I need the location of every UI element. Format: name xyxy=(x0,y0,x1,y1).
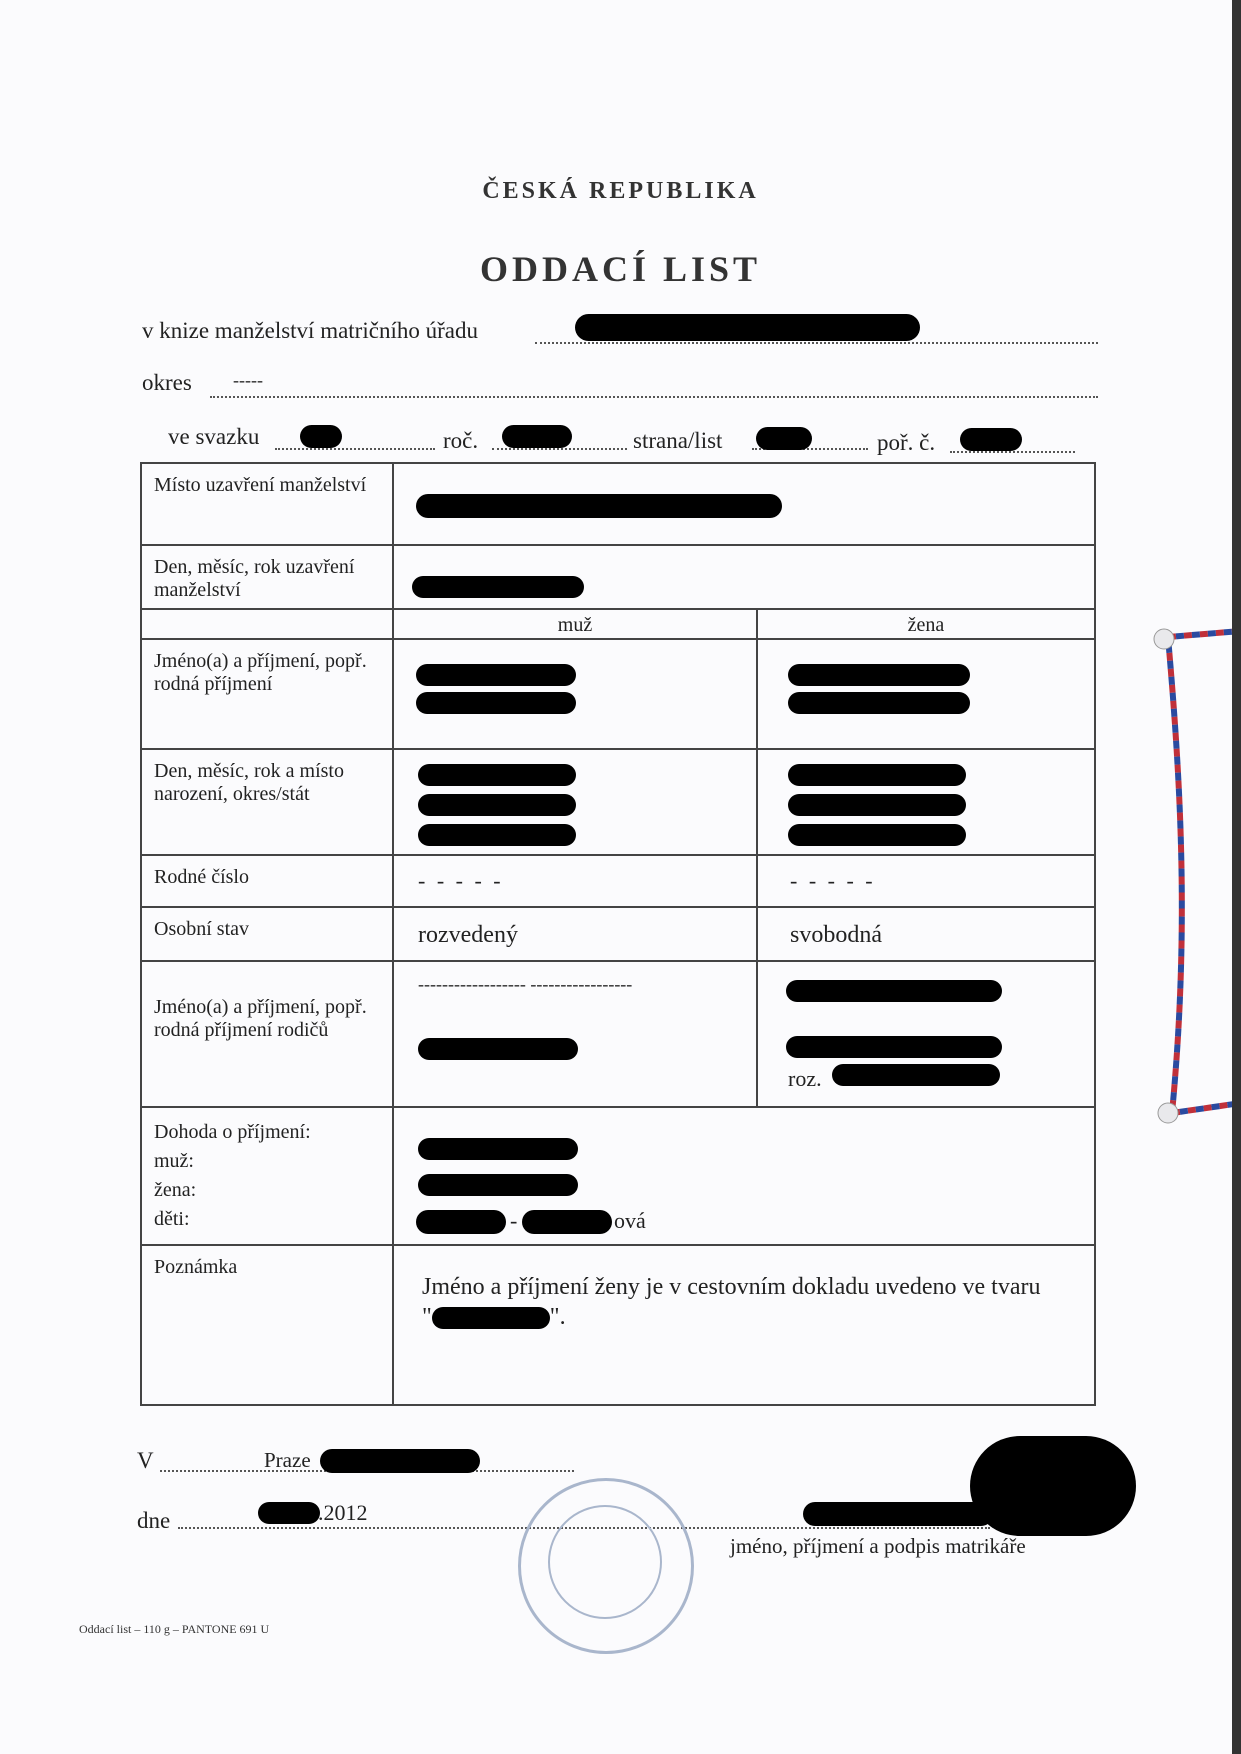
redaction-surname-man xyxy=(418,1138,578,1160)
redaction-woman-maiden xyxy=(832,1064,1000,1086)
redaction-place xyxy=(416,494,782,518)
surname-man-label: muž: xyxy=(154,1150,194,1172)
redaction-woman-name-2 xyxy=(788,692,970,714)
redaction-woman-name-1 xyxy=(788,664,970,686)
marital-status-label: Osobní stav xyxy=(141,907,393,961)
note-value-cell xyxy=(393,1245,1095,1405)
redaction-woman-birth-3 xyxy=(788,824,966,846)
names-woman-cell xyxy=(757,639,1095,749)
page-edge xyxy=(1232,0,1241,1754)
parents-man-cell xyxy=(393,961,757,1107)
column-man-header: muž xyxy=(393,609,757,639)
year-dotted-line xyxy=(492,448,627,450)
redaction-surname-children-2 xyxy=(522,1210,612,1234)
surname-agreement-cell xyxy=(141,1107,393,1245)
place-value: Praze xyxy=(264,1448,311,1472)
volume-label: ve svazku xyxy=(168,424,260,449)
book-dotted-line xyxy=(535,342,1098,344)
place-prefix: V xyxy=(137,1448,154,1473)
form-note: Oddací list – 110 g – PANTONE 691 U xyxy=(79,1622,270,1636)
eyelet-top xyxy=(1154,629,1174,649)
redaction-woman-birth-1 xyxy=(788,764,966,786)
note-quote-close: ". xyxy=(549,1304,566,1330)
header-empty-cell xyxy=(141,609,393,639)
note-quote-open: " xyxy=(422,1304,432,1330)
redaction-woman-parent-2 xyxy=(786,1036,1002,1058)
date-value-cell xyxy=(393,545,1095,609)
redaction-date-footer xyxy=(258,1502,320,1524)
redaction-order xyxy=(960,428,1022,451)
note-text-block xyxy=(422,1272,1082,1332)
birth-label: Den, měsíc, rok a místo narození, okres/stát xyxy=(141,749,393,855)
marital-status-woman-cell xyxy=(757,907,1095,961)
surname-agreement-label: Dohoda o příjmení: xyxy=(154,1121,311,1143)
date-year: .2012 xyxy=(318,1500,368,1525)
birth-number-label: Rodné číslo xyxy=(141,855,393,907)
redaction-note-name xyxy=(432,1307,550,1329)
redaction-man-birth-1 xyxy=(418,764,576,786)
children-surname-dash: - xyxy=(510,1208,518,1233)
redaction-surname-woman xyxy=(418,1174,578,1196)
redaction-page xyxy=(756,427,812,450)
birth-number-man: - - - - - xyxy=(418,868,504,893)
marriage-record-table xyxy=(140,462,1096,1406)
redaction-man-parents xyxy=(418,1038,578,1060)
surname-agreement-value-cell xyxy=(393,1107,1095,1245)
binding-cord xyxy=(1150,625,1241,1125)
redaction-surname-children-1 xyxy=(416,1210,506,1234)
birth-woman-cell xyxy=(757,749,1095,855)
names-label: Jméno(a) a příjmení, popř. rodná příjmení xyxy=(141,639,393,749)
redaction-office xyxy=(575,314,920,341)
note-label: Poznámka xyxy=(141,1245,393,1405)
district-dotted-line xyxy=(210,396,1098,398)
district-value: ----- xyxy=(233,370,263,390)
official-stamp-inner xyxy=(548,1505,662,1619)
year-label: roč. xyxy=(443,428,479,453)
eyelet-bottom xyxy=(1158,1103,1178,1123)
date-prefix: dne xyxy=(137,1508,171,1533)
page-label: strana/list xyxy=(633,428,723,453)
order-dotted-line xyxy=(950,451,1075,453)
marital-status-man-cell xyxy=(393,907,757,961)
date-label: Den, měsíc, rok uzavření manželství xyxy=(141,545,393,609)
redaction-woman-birth-2 xyxy=(788,794,966,816)
maiden-name-prefix: roz. xyxy=(788,1066,822,1091)
redaction-date xyxy=(412,576,584,598)
place-label: Místo uzavření manželství xyxy=(141,463,393,545)
surname-woman-label: žena: xyxy=(154,1179,197,1201)
document-title: ODDACÍ LIST xyxy=(479,249,762,289)
redaction-man-birth-2 xyxy=(418,794,576,816)
column-woman-header: žena xyxy=(757,609,1095,639)
signature-caption: jméno, příjmení a podpis matrikáře xyxy=(730,1534,1026,1558)
order-label: poř. č. xyxy=(877,430,936,455)
parents-woman-cell xyxy=(757,961,1095,1107)
parents-label: Jméno(a) a příjmení, popř. rodná příjmení rodičů xyxy=(141,961,393,1107)
marital-status-man: rozvedený xyxy=(418,922,518,948)
district-label: okres xyxy=(142,370,192,395)
redaction-place-footer xyxy=(320,1449,480,1473)
birth-man-cell xyxy=(393,749,757,855)
redaction-signature-name xyxy=(803,1502,993,1526)
birth-number-woman: - - - - - xyxy=(790,868,876,893)
place-value-cell xyxy=(393,463,1095,545)
names-man-cell xyxy=(393,639,757,749)
volume-dotted-line xyxy=(275,448,435,450)
redaction-woman-parent-1 xyxy=(786,980,1002,1002)
redaction-man-birth-3 xyxy=(418,824,576,846)
redaction-signature xyxy=(970,1436,1136,1536)
parents-man-dashes: ------------------ ----------------- xyxy=(418,974,633,994)
redaction-volume xyxy=(300,425,342,448)
book-label: v knize manželství matričního úřadu xyxy=(142,318,478,343)
birth-number-man-cell xyxy=(393,855,757,907)
surname-children-label: děti: xyxy=(154,1208,190,1230)
redaction-man-name-2 xyxy=(416,692,576,714)
children-surname-suffix: ová xyxy=(614,1208,646,1233)
country-heading: ČESKÁ REPUBLIKA xyxy=(482,178,759,204)
redaction-man-name-1 xyxy=(416,664,576,686)
note-text: Jméno a příjmení ženy je v cestovním dokladu uvedeno ve tvaru xyxy=(422,1274,1041,1300)
marital-status-woman: svobodná xyxy=(790,922,882,948)
birth-number-woman-cell xyxy=(757,855,1095,907)
redaction-year xyxy=(502,425,572,448)
